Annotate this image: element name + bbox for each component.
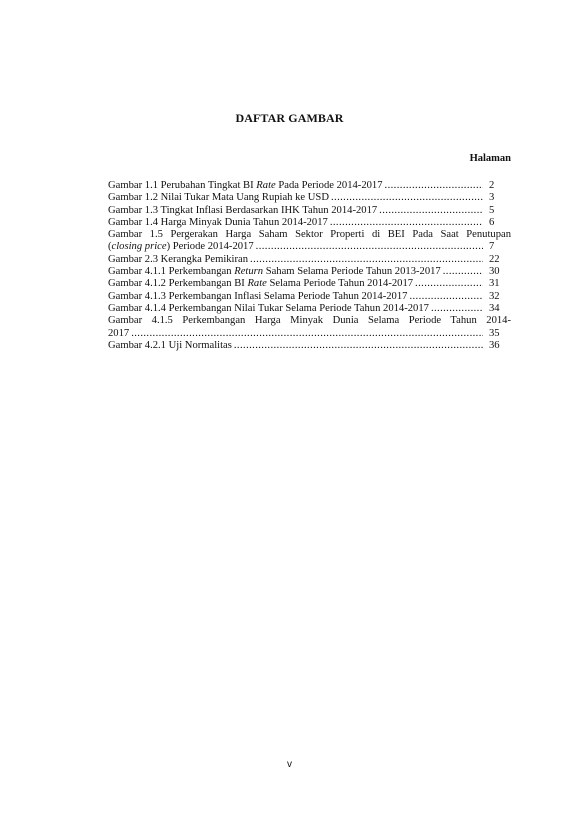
leader-dots	[385, 180, 483, 192]
leader-dots	[331, 192, 483, 204]
toc-entry-label-line1: Gambar 4.1.5 Perkembangan Harga Minyak Dunia Selama Periode Tahun 2014-	[108, 315, 511, 327]
toc-entry-label: Gambar 4.1.4 Perkembangan Nilai Tukar Selama Periode Tahun 2014-2017	[108, 302, 429, 314]
leader-dots	[431, 303, 483, 315]
footer-page-number: v	[287, 759, 292, 770]
leader-dots	[256, 241, 483, 253]
toc-entry-page: 30	[489, 266, 500, 278]
toc-entry-page: 6	[489, 216, 495, 228]
toc-entry-page: 36	[489, 339, 500, 351]
leader-dots	[131, 328, 483, 340]
toc-entry[interactable]	[108, 340, 511, 352]
toc-entry-line2	[108, 241, 511, 253]
toc-entry-label: Gambar 4.1.2 Perkembangan BI Rate Selama Periode Tahun 2014-2017	[108, 278, 414, 290]
leader-dots	[415, 278, 483, 290]
toc-entry-label: 2017	[108, 327, 130, 339]
toc-entry-label: Gambar 1.2 Nilai Tukar Mata Uang Rupiah ke USD	[108, 192, 329, 204]
toc-entry-page: 7	[489, 241, 495, 253]
toc-entry-page: 22	[489, 253, 500, 265]
toc-entry-page: 2	[489, 180, 495, 191]
toc-entry-page: 35	[489, 327, 500, 339]
toc-entry-page: 32	[489, 290, 500, 302]
toc-entry-label: Gambar 4.1.3 Perkembangan Inflasi Selama Periode Tahun 2014-2017	[108, 290, 408, 302]
toc-entry[interactable]	[108, 266, 511, 278]
leader-dots	[409, 291, 483, 303]
figure-list	[108, 180, 511, 352]
leader-dots	[330, 217, 483, 229]
toc-entry-label: Gambar 2.3 Kerangka Pemikiran	[108, 253, 249, 265]
toc-entry[interactable]	[108, 315, 511, 340]
toc-entry[interactable]	[108, 278, 511, 290]
toc-entry-label: Gambar 4.2.1 Uji Normalitas	[108, 339, 232, 351]
toc-entry[interactable]	[108, 217, 511, 229]
toc-entry-label: Gambar 1.4 Harga Minyak Dunia Tahun 2014-2017	[108, 216, 328, 228]
toc-entry[interactable]	[108, 229, 511, 254]
leader-dots	[234, 340, 483, 352]
toc-entry[interactable]	[108, 192, 511, 204]
toc-entry-label: Gambar 4.1.1 Perkembangan Return Saham Selama Periode Tahun 2013-2017	[108, 266, 441, 278]
toc-entry-label: (closing price) Periode 2014-2017	[108, 241, 254, 253]
toc-entry[interactable]	[108, 303, 511, 315]
toc-entry-page: 3	[489, 192, 495, 204]
toc-entry-line2	[108, 328, 511, 340]
toc-entry-page: 34	[489, 302, 500, 314]
toc-entry-label: Gambar 1.3 Tingkat Inflasi Berdasarkan IHK Tahun 2014-2017	[108, 204, 378, 216]
toc-entry-label: Gambar 1.1 Perubahan Tingkat BI Rate Pada Periode 2014-2017	[108, 180, 383, 191]
toc-entry[interactable]	[108, 254, 511, 266]
toc-entry[interactable]	[108, 291, 511, 303]
leader-dots	[250, 254, 483, 266]
page-title: DAFTAR GAMBAR	[235, 111, 344, 125]
toc-entry-label-line1: Gambar 1.5 Pergerakan Harga Saham Sektor Properti di BEI Pada Saat Penutupan	[108, 229, 511, 241]
toc-entry[interactable]	[108, 180, 511, 192]
toc-entry[interactable]	[108, 205, 511, 217]
toc-entry-page: 5	[489, 204, 495, 216]
toc-entry-page: 31	[489, 278, 500, 290]
leader-dots	[379, 205, 483, 217]
page-column-header: Halaman	[469, 153, 511, 164]
leader-dots	[443, 266, 483, 278]
